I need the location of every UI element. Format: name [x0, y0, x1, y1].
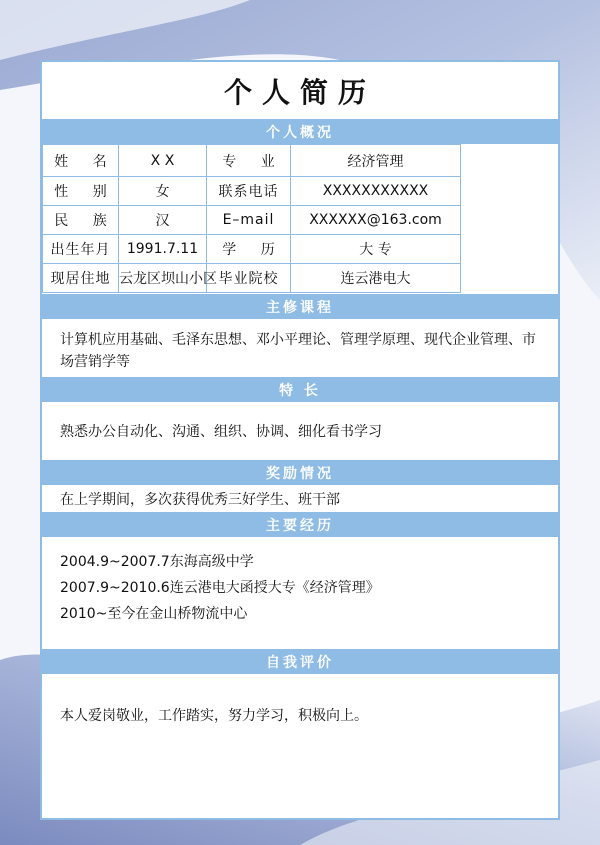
section-header-experience: 主要经历 [42, 512, 558, 537]
list-item: 2010~至今在金山桥物流中心 [60, 606, 248, 622]
ethnicity-value: 汉 [119, 206, 207, 235]
gender-value: 女 [119, 177, 207, 206]
name-value: X X [119, 145, 207, 177]
name-label: 姓 名 [43, 145, 119, 177]
email-label: E–mail [207, 206, 291, 235]
section-header-evaluation: 自我评价 [42, 649, 558, 674]
phone-value: XXXXXXXXXXX [291, 177, 461, 206]
section-header-courses: 主修课程 [42, 294, 558, 319]
list-item: 2007.9~2010.6连云港电大函授大专《经济管理》 [60, 580, 380, 596]
table-row [43, 264, 461, 293]
resume-page [40, 60, 560, 820]
evaluation-text: 本人爱岗敬业，工作踏实，努力学习，积极向上。 [60, 708, 368, 724]
table-row [43, 177, 461, 206]
address-label: 现居住地 [43, 264, 119, 293]
personal-info-table [42, 144, 461, 293]
section-header-overview: 个人概况 [42, 119, 558, 144]
section-header-skills: 特 长 [42, 377, 558, 402]
skills-text: 熟悉办公自动化、沟通、组织、协调、细化看书学习 [60, 424, 382, 440]
education-value: 大 专 [291, 235, 461, 264]
major-label: 专 业 [207, 145, 291, 177]
table-row [43, 235, 461, 264]
courses-text: 计算机应用基础、毛泽东思想、邓小平理论、管理学原理、现代企业管理、市场营销学等 [60, 332, 536, 370]
resume-title: 个人简历 [223, 75, 376, 109]
birth-value: 1991.7.11 [119, 235, 207, 264]
address-value: 云龙区坝山小区 [119, 264, 207, 293]
email-value: XXXXXX@163.com [291, 206, 461, 235]
table-row [43, 206, 461, 235]
personal-info-block [42, 144, 558, 294]
awards-text: 在上学期间，多次获得优秀三好学生、班干部 [60, 491, 340, 508]
school-value: 连云港电大 [291, 264, 461, 293]
experience-list [42, 537, 558, 649]
list-item: 2004.9~2007.7东海高级中学 [60, 554, 254, 570]
ethnicity-label: 民 族 [43, 206, 119, 235]
table-row [43, 145, 461, 177]
gender-label: 性 别 [43, 177, 119, 206]
education-label: 学 历 [207, 235, 291, 264]
section-header-awards: 奖励情况 [42, 460, 558, 485]
birth-label: 出生年月 [43, 235, 119, 264]
school-label: 毕业院校 [207, 264, 291, 293]
phone-label: 联系电话 [207, 177, 291, 206]
major-value: 经济管理 [291, 145, 461, 177]
